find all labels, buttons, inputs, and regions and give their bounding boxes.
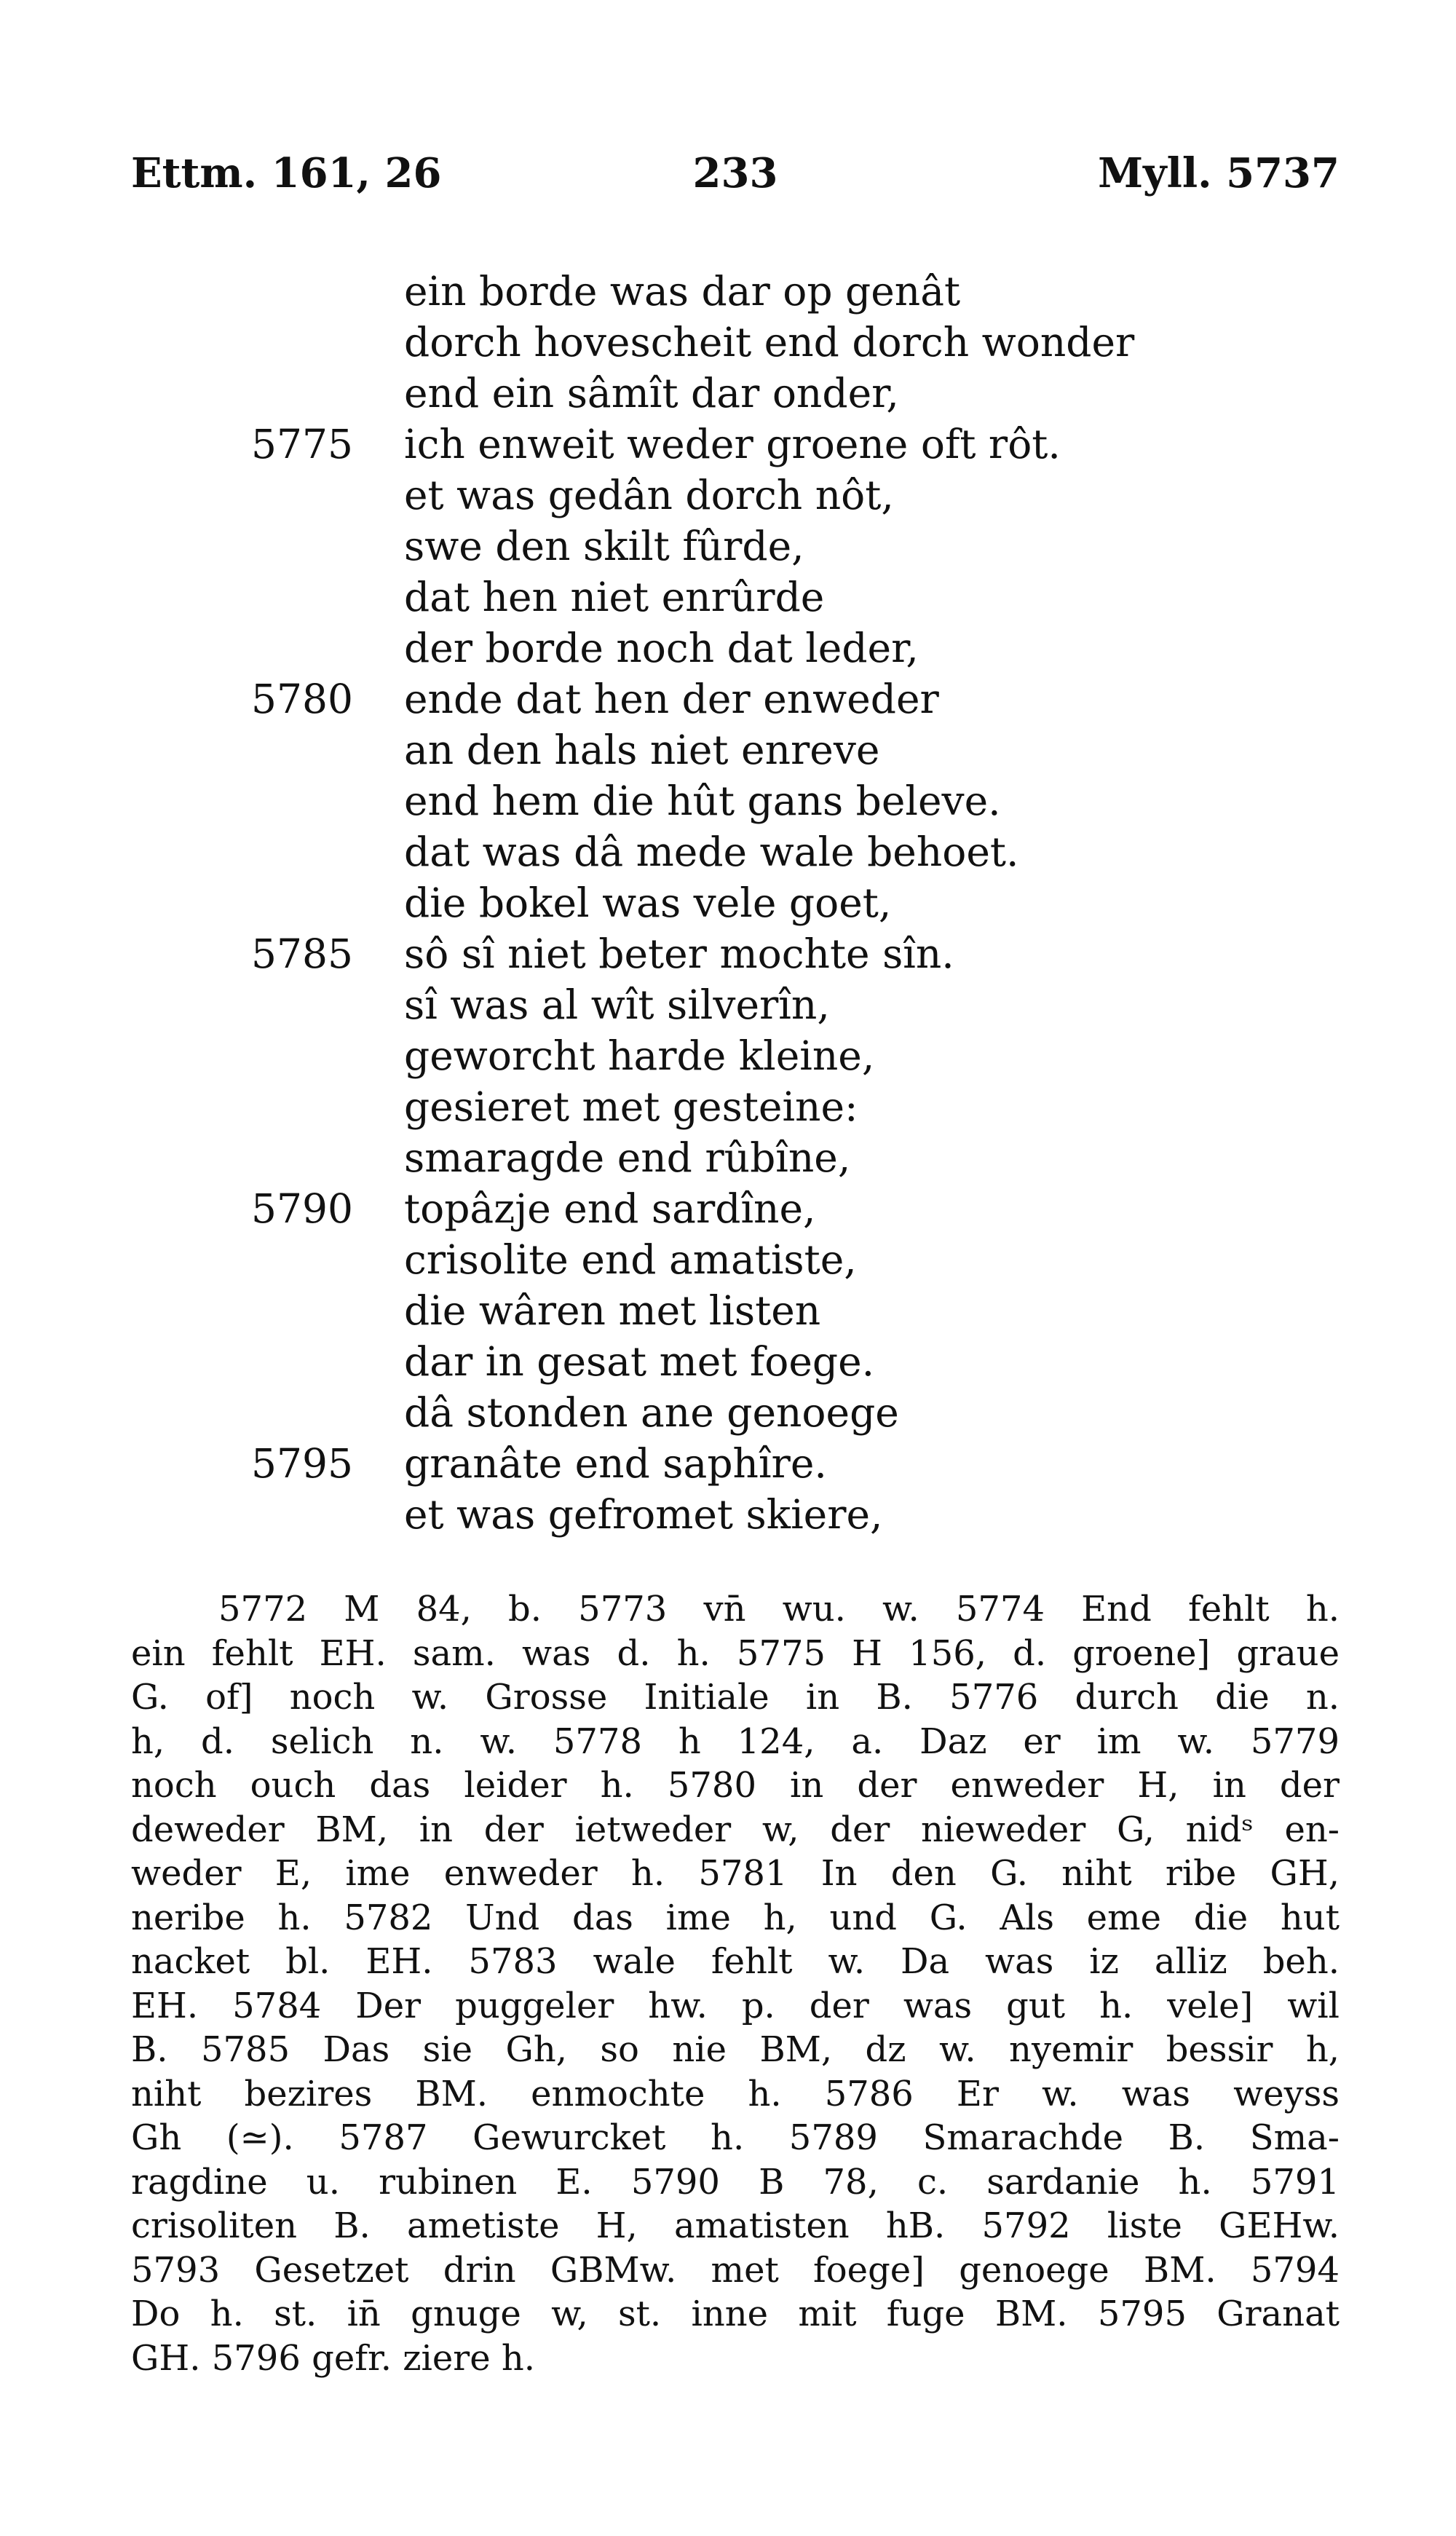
verse-text: die wâren met listen [404, 1287, 821, 1334]
apparatus-line: EH. 5784 Der puggeler hw. p. der was gut h. vele] wil [131, 1985, 1340, 2026]
apparatus-line: 5793 Gesetzet drin GBMw. met foege] genoege BM. 5794 [131, 2249, 1340, 2291]
verse-text: et was gedân dorch nôt, [404, 472, 894, 518]
verse-text: dorch hovescheit end dorch wonder [404, 319, 1135, 366]
verse-text: end hem die hût gans beleve. [404, 778, 1001, 824]
verse-text: et was gefromet skiere, [404, 1491, 883, 1538]
apparatus-line: nacket bl. EH. 5783 wale fehlt w. Da was iz alliz beh. [131, 1941, 1340, 1982]
verse-line [0, 1336, 1456, 1387]
page-number: 233 [692, 149, 778, 197]
verse-text: crisolite end amatiste, [404, 1236, 857, 1283]
verse-line [0, 724, 1456, 775]
apparatus-line: weder E, ime enweder h. 5781 In den G. niht ribe GH, [131, 1853, 1340, 1894]
verse-line [0, 317, 1456, 368]
apparatus-line: B. 5785 Das sie Gh, so nie BM, dz w. nyemir bessir h, [131, 2029, 1340, 2070]
critical-apparatus [131, 1587, 1340, 2380]
verse-line [0, 1030, 1456, 1081]
verse-text: end ein sâmît dar onder, [404, 370, 899, 416]
apparatus-line: Do h. st. in̄ gnuge w, st. inne mit fuge BM. 5795 Granat [131, 2294, 1340, 2334]
apparatus-line: G. of] noch w. Grosse Initiale in B. 5776 durch die n. [131, 1677, 1340, 1718]
apparatus-line: noch ouch das leider h. 5780 in der enweder H, in der [131, 1765, 1340, 1806]
apparatus-line: 5772 M 84, b. 5773 vn̄ wu. w. 5774 End fehlt h. [218, 1589, 1340, 1630]
verse-line [0, 1387, 1456, 1438]
verse-line [0, 623, 1456, 673]
header-right-reference: Myll. 5737 [1098, 149, 1340, 197]
verse-text: geworcht harde kleine, [404, 1032, 875, 1079]
verse-text: dat was dâ mede wale behoet. [404, 829, 1019, 875]
verse-text: topâzje end sardîne, [404, 1185, 816, 1232]
verse-line [0, 1132, 1456, 1183]
verse-number: 5780 [251, 676, 353, 722]
verse-text: an den hals niet enreve [404, 727, 880, 773]
verse-line [0, 521, 1456, 572]
verse-line [0, 1438, 1456, 1489]
verse-line [0, 572, 1456, 623]
verse-text: dar in gesat met foege. [404, 1338, 875, 1385]
verse-line [0, 266, 1456, 317]
verse-line [0, 1183, 1456, 1234]
apparatus-line: neribe h. 5782 Und das ime h, und G. Als eme die hut [131, 1897, 1340, 1938]
verse-text: smaragde end rûbîne, [404, 1134, 851, 1181]
verse-line [0, 1489, 1456, 1540]
verse-block [0, 266, 1456, 1540]
verse-number: 5790 [251, 1185, 353, 1232]
header-left-reference: Ettm. 161, 26 [131, 149, 442, 197]
verse-text: swe den skilt fûrde, [404, 523, 804, 569]
apparatus-line: niht bezires BM. enmochte h. 5786 Er w. was weyss [131, 2073, 1340, 2114]
apparatus-line: GH. 5796 gefr. ziere h. [131, 2337, 536, 2379]
page-header [131, 149, 1340, 215]
verse-line [0, 673, 1456, 724]
apparatus-line: h, d. selich n. w. 5778 h 124, a. Daz er im w. 5779 [131, 1721, 1340, 1762]
verse-text: granâte end saphîre. [404, 1440, 827, 1487]
verse-line [0, 979, 1456, 1030]
apparatus-line: deweder BM, in der ietweder w, der nieweder G, nidˢ en- [131, 1809, 1340, 1850]
apparatus-line: Gh (≃). 5787 Gewurcket h. 5789 Smarachde B. Sma- [131, 2117, 1340, 2158]
verse-text: ende dat hen der enweder [404, 676, 939, 722]
verse-line [0, 1285, 1456, 1336]
verse-line [0, 928, 1456, 979]
verse-number: 5795 [251, 1440, 353, 1487]
verse-line [0, 877, 1456, 928]
verse-number: 5775 [251, 421, 353, 467]
verse-text: ich enweit weder groene oft rôt. [404, 421, 1061, 467]
verse-line [0, 775, 1456, 826]
verse-text: gesieret met gesteine: [404, 1083, 858, 1130]
verse-text: sô sî niet beter mochte sîn. [404, 931, 954, 977]
verse-text: ein borde was dar op genât [404, 268, 961, 315]
verse-text: die bokel was vele goet, [404, 880, 892, 926]
verse-line [0, 1234, 1456, 1285]
verse-text: der borde noch dat leder, [404, 625, 919, 671]
verse-line [0, 1081, 1456, 1132]
verse-text: sî was al wît silverîn, [404, 981, 830, 1028]
verse-number: 5785 [251, 931, 353, 977]
apparatus-line: ein fehlt EH. sam. was d. h. 5775 H 156, d. groene] graue [131, 1632, 1340, 1674]
verse-line [0, 368, 1456, 419]
verse-text: dâ stonden ane genoege [404, 1389, 899, 1436]
apparatus-line: ragdine u. rubinen E. 5790 B 78, c. sardanie h. 5791 [131, 2161, 1340, 2203]
verse-line [0, 470, 1456, 521]
apparatus-line: crisoliten B. ametiste H, amatisten hB. 5792 liste GEHw. [131, 2205, 1340, 2246]
verse-text: dat hen niet enrûrde [404, 574, 825, 620]
verse-line [0, 419, 1456, 470]
verse-line [0, 826, 1456, 877]
